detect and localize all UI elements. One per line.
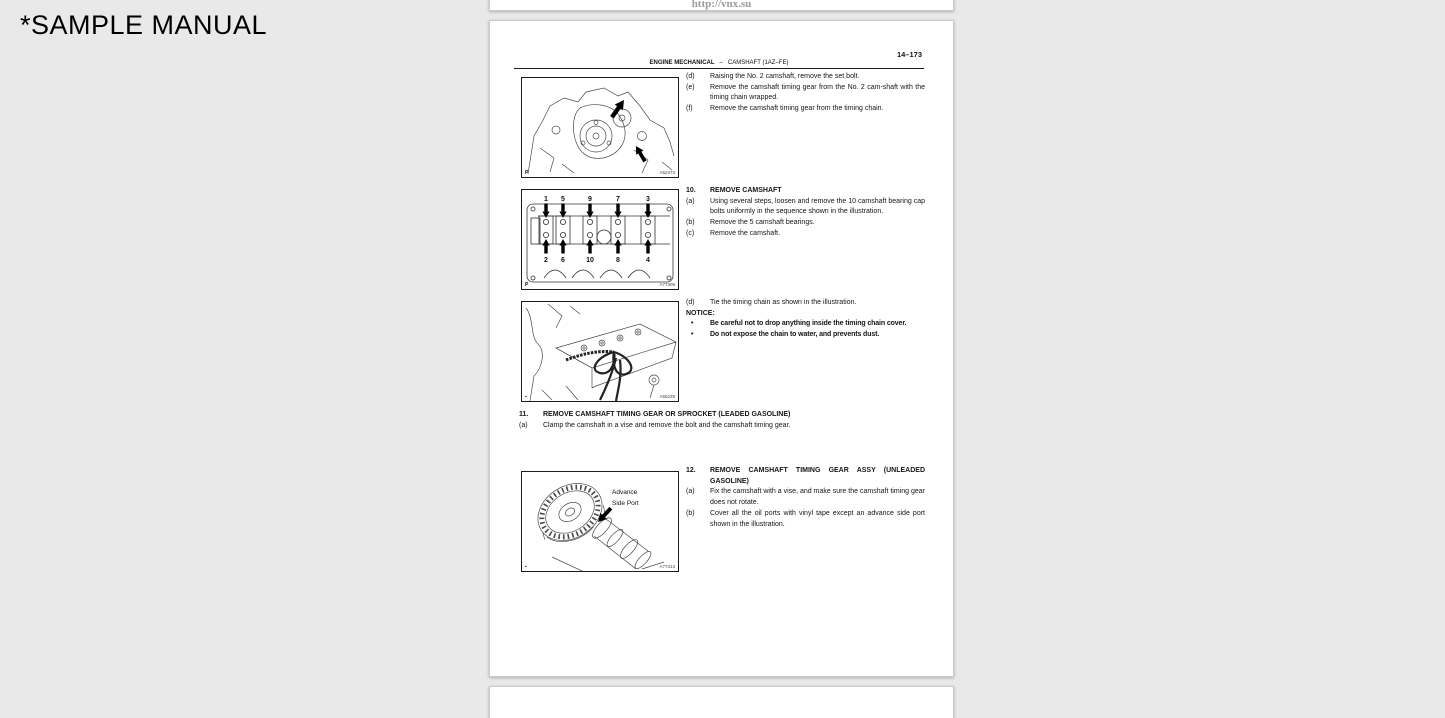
section-number: 11.	[519, 411, 529, 418]
advance-side-port-label-line2: Side Port	[612, 500, 639, 507]
bolt-sequence-drawing	[522, 190, 678, 289]
bolt-number-5: 5	[561, 196, 565, 203]
advance-side-port-label-line1: Advance	[612, 489, 638, 496]
sample-manual-watermark: *SAMPLE MANUAL	[20, 10, 268, 40]
page-number: 14–173	[896, 50, 922, 59]
step-item-d2	[686, 298, 925, 309]
step-label: (e)	[686, 83, 695, 91]
step-label: (b)	[686, 509, 695, 517]
engine-set-bolt-drawing	[522, 78, 678, 177]
section-12-heading	[686, 466, 925, 487]
step-text: Using several steps, loosen and remove the 10 camshaft bearing cap bolts uniformly in the sequence shown in the illustration.	[710, 197, 925, 216]
step-text: Remove the camshaft timing gear from the timing chain.	[710, 105, 884, 113]
section-title: REMOVE CAMSHAFT	[710, 187, 782, 194]
next-page-sliver	[489, 686, 954, 718]
step-label: (f)	[686, 105, 693, 113]
section-10-heading	[686, 186, 925, 197]
figure-bolt-sequence-illustration	[521, 189, 679, 290]
header-separator: –	[719, 60, 723, 66]
figure-corner-mark: P	[525, 169, 529, 176]
figure-code: A56228	[659, 393, 675, 399]
step-label: (a)	[519, 421, 528, 429]
section-title: REMOVE CAMSHAFT TIMING GEAR OR SPROCKET (LEADED GASOLINE)	[543, 411, 791, 418]
figure-code: A52473	[659, 169, 675, 175]
notice-item-2	[686, 330, 925, 341]
notice-text: Do not expose the chain to water, and prevents dust.	[710, 331, 880, 339]
step-text: Raising the No. 2 camshaft, remove the set bolt.	[710, 73, 860, 80]
step-text: Remove the camshaft.	[710, 229, 781, 237]
step-label: (c)	[686, 229, 695, 237]
notice-item-1	[686, 319, 925, 330]
header-rule	[514, 68, 924, 69]
section-10-block	[686, 186, 925, 240]
step-item-e	[686, 83, 925, 104]
header-subsection-title: CAMSHAFT (1AZ–FE)	[727, 60, 789, 66]
bullet-glyph: •	[691, 331, 694, 339]
step-label: (d)	[686, 73, 695, 80]
advance-side-port-drawing	[522, 472, 678, 571]
bolt-number-9: 9	[588, 196, 592, 203]
step-label: (b)	[686, 219, 695, 227]
step-text: Remove the 5 camshaft bearings.	[710, 219, 815, 227]
step-item-a	[686, 197, 925, 218]
step-item-f	[686, 104, 925, 115]
manual-page	[489, 20, 954, 677]
figure-advance-side-port-illustration	[521, 471, 679, 572]
bolt-number-6: 6	[561, 257, 565, 264]
page-header	[514, 60, 924, 66]
bullet-glyph: •	[691, 320, 694, 328]
section-12-block	[686, 466, 925, 530]
step-item-a	[519, 421, 925, 432]
step-label: (a)	[686, 197, 695, 205]
bolt-number-4: 4	[646, 257, 650, 264]
step-item-c	[686, 229, 925, 240]
step-label: (a)	[686, 488, 695, 496]
step-item-a	[686, 487, 925, 508]
section-number: 12.	[686, 467, 696, 474]
step-item-b	[686, 509, 925, 530]
step-item-b	[686, 218, 925, 229]
previous-page-sliver	[489, 0, 954, 11]
figure-corner-mark: ▪	[525, 563, 527, 570]
section-number: 10.	[686, 187, 696, 194]
step-text: Fix the camshaft with a vise, and make sure the camshaft timing gear does not rotate.	[710, 488, 925, 507]
figure-corner-mark: P	[525, 281, 529, 288]
figure-code: A77309	[659, 281, 675, 287]
notice-block	[686, 298, 925, 341]
step-text: Remove the camshaft timing gear from the No. 2 cam-shaft with the timing chain wrapped.	[710, 83, 925, 102]
notice-text: Be careful not to drop anything inside the timing chain cover.	[710, 320, 907, 328]
section-title: REMOVE CAMSHAFT TIMING GEAR ASSY (UNLEADED GASOLINE)	[710, 467, 925, 485]
bolt-number-7: 7	[616, 196, 620, 203]
header-section-title: ENGINE MECHANICAL	[649, 60, 715, 66]
bolt-number-3: 3	[646, 196, 650, 203]
figure-corner-mark: ▪	[525, 393, 527, 400]
steps-def-block	[686, 72, 925, 115]
step-label: (d)	[686, 299, 695, 306]
step-text: Clamp the camshaft in a vise and remove the bolt and the camshaft timing gear.	[543, 421, 791, 429]
figure-tied-chain-illustration	[521, 301, 679, 402]
section-11-block	[519, 410, 925, 431]
step-item-d	[686, 72, 925, 83]
tied-chain-drawing	[522, 302, 678, 401]
section-11-heading	[519, 410, 925, 421]
bolt-number-8: 8	[616, 257, 620, 264]
bolt-number-2: 2	[544, 257, 548, 264]
figure-set-bolt-illustration	[521, 77, 679, 178]
bolt-number-10: 10	[586, 257, 594, 264]
step-text: Cover all the oil ports with vinyl tape except an advance side port shown in the illustration.	[710, 509, 925, 528]
bolt-number-1: 1	[544, 196, 548, 203]
figure-code: A77413	[659, 563, 675, 569]
step-text: Tie the timing chain as shown in the illustration.	[710, 299, 857, 306]
notice-label: NOTICE:	[686, 309, 715, 317]
site-url-watermark: http://vnx.su	[691, 0, 752, 10]
